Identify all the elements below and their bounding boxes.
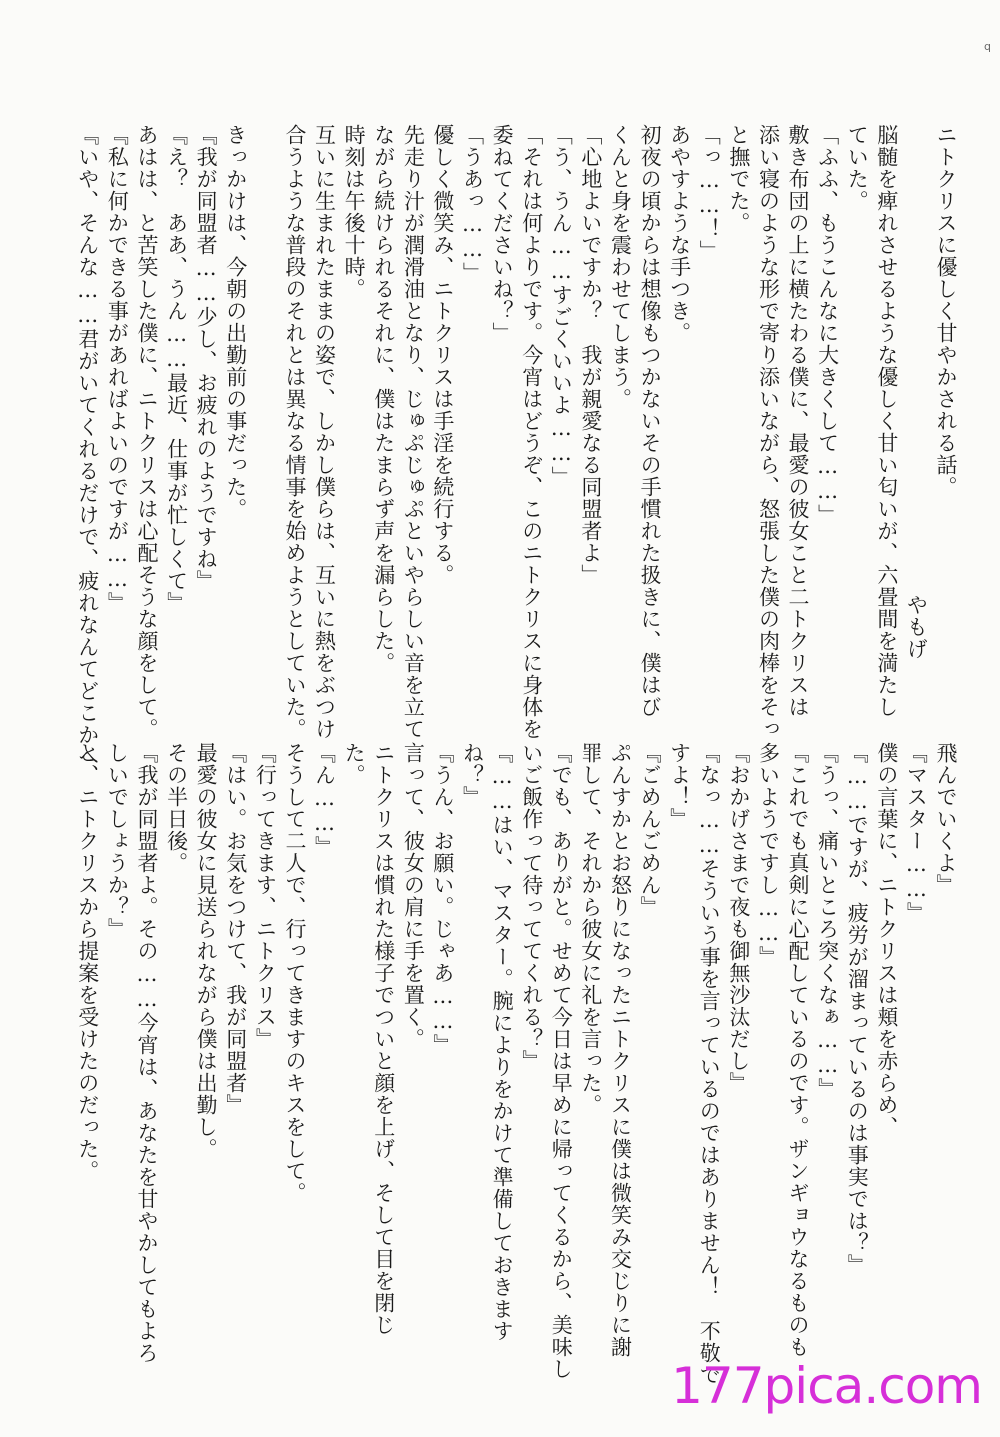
lower-text-block (60, 742, 960, 1386)
text-line: ていた。 (845, 124, 870, 212)
text-line: 合うような普段のそれとは異なる情事を始めようとしていた。 (282, 124, 307, 740)
text-line: 飛んでいくよ』 (934, 742, 958, 896)
text-line: 添い寝のような形で寄り添いながら、怒張した僕の肉棒をそっ (756, 124, 781, 740)
text-line: 多いようですし……』 (756, 742, 781, 968)
upper-paragraphs (72, 124, 901, 768)
text-line: 『ん……』 (312, 742, 337, 858)
text-line: 『ごめんごめん』 (638, 742, 663, 918)
text-line: 『なっ……そういう事を言っているのではありません！ 不敬で (697, 742, 722, 1386)
text-line: 『行ってきます、ニトクリス』 (253, 742, 278, 1050)
text-line: 『でも、ありがと。せめて今日は早めに帰ってくるから、美味し (549, 742, 574, 1380)
story-title: ニトクリスに優しく甘やかされる話。 (934, 124, 958, 498)
text-line: 『うっ、痛いところ突くなぁ……』 (815, 742, 840, 1100)
text-line: 『うん、お願い。じゃあ……』 (430, 742, 455, 1056)
text-line: 罪して、それから彼女に礼を言った。 (578, 742, 603, 1116)
text-line: 『私に何かできる事があればよいのですが……』 (105, 124, 130, 614)
text-line: すよ！』 (667, 742, 692, 830)
text-line: 『これでも真剣に心配しているのです。ザンギョウなるものも (786, 742, 811, 1358)
text-line: くんと身を震わせてしまう。 (608, 124, 633, 410)
text-line: 敷き布団の上に横たわる僕に、最愛の彼女こと二トクリスは (786, 124, 811, 718)
edge-mark: q (984, 40, 991, 53)
text-line: 『いや、そんな……君がいてくれるだけで、疲れなんてどこかへ (75, 124, 100, 768)
text-line (250, 124, 280, 724)
text-line: その半日後。 (164, 742, 189, 874)
watermark: 177pica.com (671, 1357, 982, 1415)
text-line: 「う、うん……すごくいいよ……」 (549, 124, 574, 488)
text-line: 言って、彼女の肩に手を置く。 (401, 742, 426, 1050)
text-line: そうして二人で、行ってきますのキスをして。 (282, 742, 307, 1204)
text-line: 『……ですが、疲労が溜まっているのは事実では？』 (845, 742, 870, 1276)
text-line: 「っ……！」 (697, 124, 722, 262)
text-line: ながら続けられるそれに、僕はたまらず声を漏らした。 (371, 124, 396, 674)
text-line: 互いに生まれたままの姿で、しかし僕らは、互いに熱をぶつけ (312, 124, 337, 740)
author-name: やもげ (904, 594, 929, 660)
upper-text-block (60, 124, 960, 768)
text-line: 委ねてくださいね？」 (490, 124, 515, 344)
text-line: 『え？ ああ、うん……最近、仕事が忙しくて』 (164, 124, 189, 614)
text-line: 『はい。お気をつけて、我が同盟者』 (223, 742, 248, 1116)
text-line: 「心地よいですか？ 我が親愛なる同盟者よ」 (578, 124, 603, 586)
lower-paragraphs (72, 742, 960, 1386)
text-line: 『……はい、マスター。腕によりをかけて準備しておきます (490, 742, 515, 1342)
text-line: と撫でた。 (726, 124, 751, 234)
text-line: 『マスター……』 (904, 742, 929, 924)
text-line: ぷんすかとお怒りになったニトクリスに僕は微笑み交じりに謝 (608, 742, 633, 1358)
text-line: いご飯作って待っててくれる？』 (519, 742, 544, 1072)
text-line: 先走り汁が潤滑油となり、じゅぷじゅぷといやらしい音を立て (401, 124, 426, 740)
text-line: 「それは何よりです。今宵はどうぞ、このニトクリスに身体を (519, 124, 544, 740)
text-line: ね？』 (460, 742, 485, 808)
text-line: 『おかげさまで夜も御無沙汰だし』 (726, 742, 751, 1094)
text-line: た。 (342, 742, 367, 786)
text-line: 最愛の彼女に見送られながら僕は出勤し。 (194, 742, 219, 1160)
text-line: 「ふふ、もうこんなに大きくして……」 (815, 124, 840, 526)
text-line: 『我が同盟者よ。その……今宵は、あなたを甘やかしてもよろ (134, 742, 159, 1364)
text-line: 時刻は午後十時。 (342, 124, 367, 300)
text-line: 優しく微笑み、ニトクリスは手淫を続行する。 (430, 124, 455, 586)
text-line: しいでしょうか？』 (105, 742, 130, 940)
text-line: 僕の言葉に、ニトクリスは頬を赤らめ、 (874, 742, 899, 1138)
text-line: 脳髄を痺れさせるような優しく甘い匂いが、六畳間を満たし (874, 124, 899, 718)
text-line: あやすような手つき。 (667, 124, 692, 344)
text-line: きっかけは、今朝の出勤前の事だった。 (223, 124, 248, 520)
text-line: 初夜の頃からは想像もつかないその手慣れた扱きに、僕はび (638, 124, 663, 718)
text-line: と、ニトクリスから提案を受けたのだった。 (75, 742, 100, 1182)
text-line: あはは、と苦笑した僕に、ニトクリスは心配そうな顔をして。 (134, 124, 159, 740)
text-line: 『我が同盟者……少し、お疲れのようですね』 (194, 124, 219, 592)
text-line: ニトクリスは慣れた様子でついと顔を上げ、そして目を閉じ (371, 742, 396, 1336)
text-line: 「うあっ……」 (460, 124, 485, 284)
